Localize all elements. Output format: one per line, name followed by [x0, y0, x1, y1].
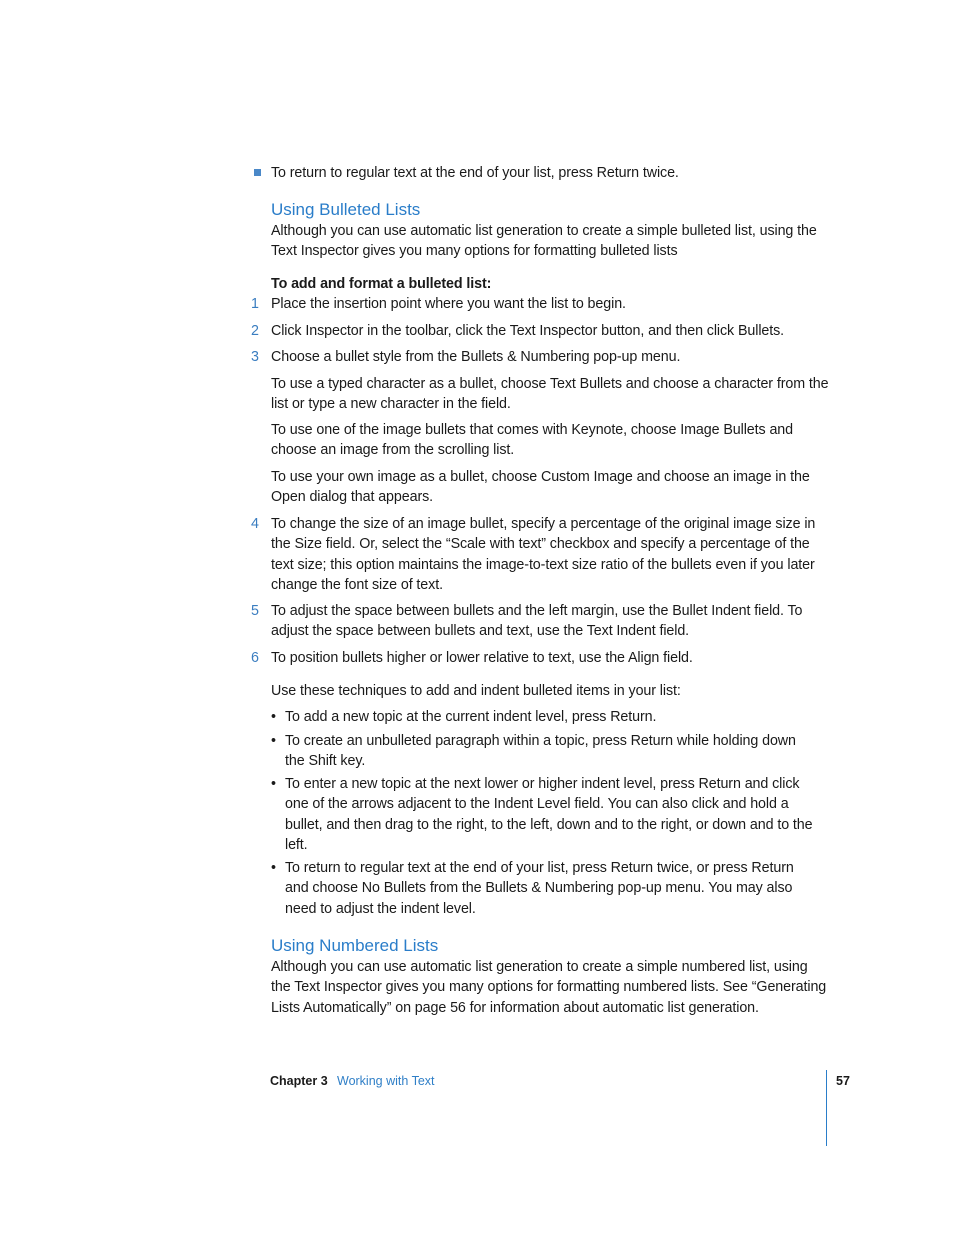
step-text: To adjust the space between bullets and the left margin, use the Bullet Indent field. To adjust the space between bullets and text, use the Text Indent field.: [271, 603, 803, 640]
step-number: 1: [251, 296, 259, 312]
footer-chapter: Chapter 3: [270, 1074, 328, 1088]
footer-chapter-title: Working with Text: [337, 1074, 435, 1088]
section-heading-bulleted: Using Bulleted Lists: [271, 200, 421, 219]
section-intro-numbered: Although you can use automatic list generation to create a simple numbered list, using the Text Inspector gives you many options for formatting numbered lists. See “Generating Lists Automatically” on page 56 for information about automatic list generation.: [271, 959, 827, 1016]
step-paragraph: To use your own image as a bullet, choose Custom Image and choose an image in the Open dialog that appears.: [271, 469, 810, 506]
page-number: 57: [836, 1074, 850, 1088]
technique-item: To return to regular text at the end of your list, press Return twice, or press Return and choose No Bullets from the Bullets & Numbering pop-up menu. You may also need to adjust the indent level.: [285, 860, 794, 917]
footer-divider: [826, 1070, 827, 1146]
section-heading-numbered: Using Numbered Lists: [271, 936, 439, 955]
step-number: 5: [251, 603, 259, 619]
step-text: To change the size of an image bullet, specify a percentage of the original image size in the Size field. Or, select the “Scale with text” checkbox and specify a percentage of the text size; this option maintains the image-to-text size ratio of the bullets even if you later change the font size of text.: [271, 516, 816, 594]
task-title: To add and format a bulleted list:: [271, 276, 492, 292]
bullet-icon: •: [271, 776, 277, 792]
step-number: 6: [251, 650, 259, 666]
techniques-intro: Use these techniques to add and indent bulleted items in your list:: [271, 683, 681, 699]
square-bullet-icon: [254, 169, 261, 176]
step-number: 3: [251, 349, 259, 365]
step-paragraph: To use one of the image bullets that comes with Keynote, choose Image Bullets and choose an image from the scrolling list.: [271, 422, 793, 459]
technique-item: To enter a new topic at the next lower or higher indent level, press Return and click one of the arrows adjacent to the Indent Level field. You can also click and hold a bullet, and then drag to the right, to the left, down and to the right, or down and to the left.: [285, 776, 813, 854]
section-intro-bulleted: Although you can use automatic list generation to create a simple bulleted list, using the Text Inspector gives you many options for formatting bulleted lists: [271, 223, 817, 260]
step-text: To position bullets higher or lower relative to text, use the Align field.: [271, 650, 693, 666]
step-text: Click Inspector in the toolbar, click the Text Inspector button, and then click Bullets.: [271, 323, 785, 339]
bullet-icon: •: [271, 860, 277, 876]
step-text: Choose a bullet style from the Bullets & Numbering pop-up menu.: [271, 349, 681, 365]
bullet-icon: •: [271, 733, 277, 749]
bullet-icon: •: [271, 709, 277, 725]
technique-item: To add a new topic at the current indent level, press Return.: [285, 709, 657, 725]
step-text: Place the insertion point where you want the list to begin.: [271, 296, 626, 312]
step-paragraph: To use a typed character as a bullet, choose Text Bullets and choose a character from the list or type a new character in the field.: [271, 376, 829, 413]
technique-item: To create an unbulleted paragraph within a topic, press Return while holding down the Shift key.: [285, 733, 796, 770]
step-number: 4: [251, 516, 259, 532]
top-bullet-text: To return to regular text at the end of your list, press Return twice.: [271, 165, 679, 181]
step-number: 2: [251, 323, 259, 339]
